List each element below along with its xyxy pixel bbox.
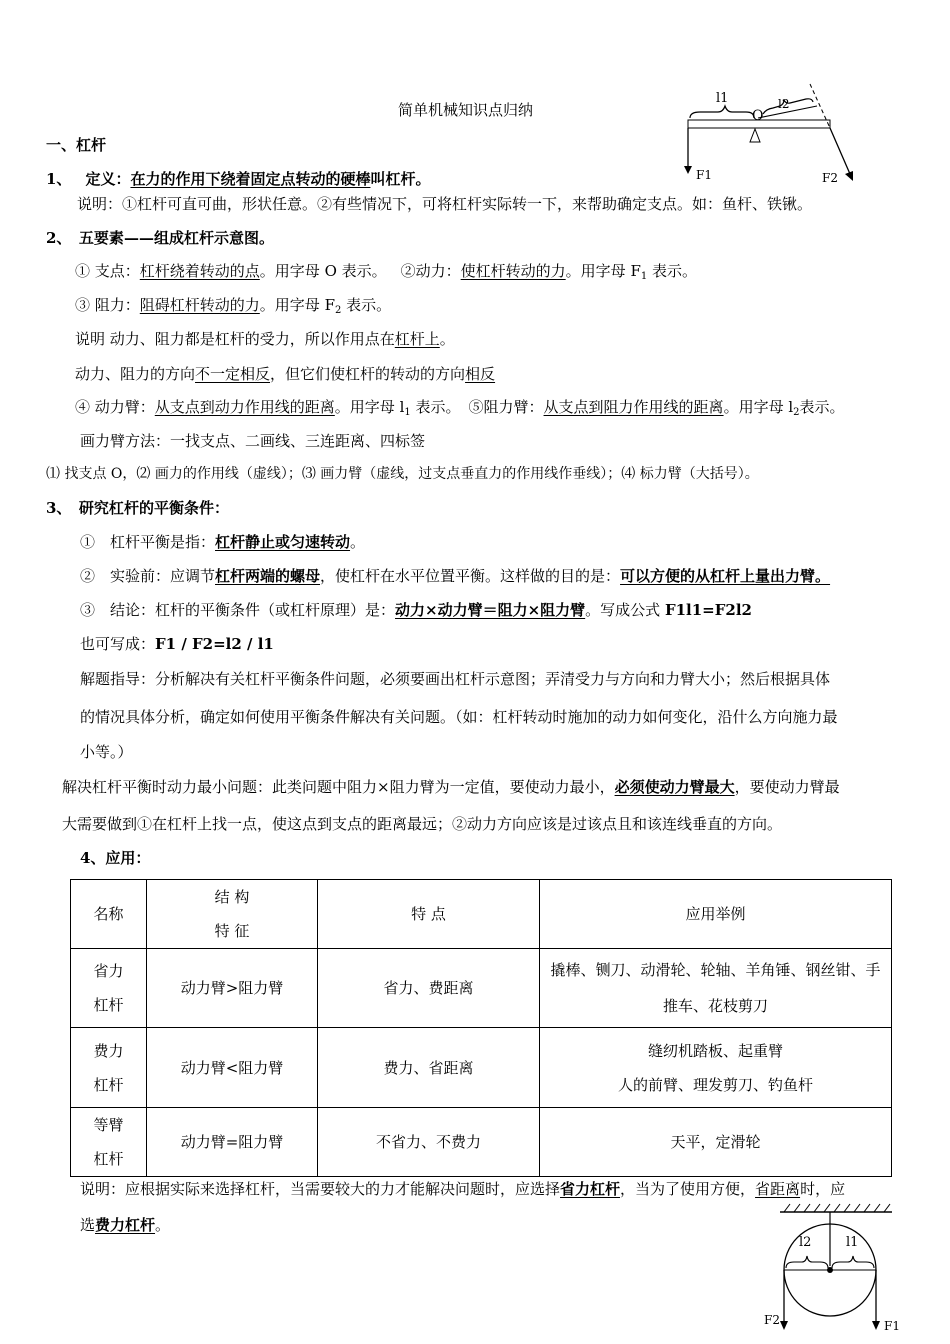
balance-heading: 3、 研究杠杆的平衡条件： xyxy=(46,499,229,517)
balance-i2-label: ② 实验前：应调节 xyxy=(80,567,216,585)
final-note-start-2: 选 xyxy=(80,1216,96,1234)
arm2-sub: 2 xyxy=(793,407,800,418)
fulcrum-def: 杠杆绕着转动的点 xyxy=(139,262,260,280)
fulcrum-label: ① 支点： xyxy=(75,262,140,280)
table-cell: 撬棒、铡刀、动滑轮、轮轴、羊角锤、钢丝钳、手 推车、花枝剪刀 xyxy=(540,949,892,1028)
final-note-underlined-2: 省距离 xyxy=(755,1180,801,1198)
balance-i1-tail: 。 xyxy=(350,533,366,551)
arm2-tail-b: 表示。 xyxy=(799,398,845,416)
table-header-cell: 特 点 xyxy=(318,880,540,949)
application-heading: 4、应用： xyxy=(80,849,151,867)
arm1-tail: 。用字母 l xyxy=(334,398,405,416)
note2-underlined-1: 不一定相反 xyxy=(195,365,271,383)
table-cell: 动力臂<阻力臂 xyxy=(147,1028,318,1108)
definition-tail: 叫杠杆。 xyxy=(370,170,431,188)
label-l2: l2 xyxy=(799,1235,812,1250)
final-note-line-2 xyxy=(80,1215,170,1235)
fulcrum-effort-line xyxy=(75,261,697,287)
table-cell: 省力、费距离 xyxy=(318,949,540,1028)
balance-i1-underlined: 杠杆静止或匀速转动 xyxy=(215,533,351,551)
final-note-end: 时，应 xyxy=(800,1180,846,1198)
note2-text: 动力、阻力的方向 xyxy=(75,365,196,383)
guide-line-2: 的情况具体分析，确定如何使用平衡条件解决有关问题。（如：杠杆转动时施加的动力如何变化，沿什么方向施力最 xyxy=(80,708,838,726)
balance-i3-underlined: 动力×动力臂＝阻力×阻力臂 xyxy=(395,601,586,619)
table-row xyxy=(71,1028,892,1108)
steps-line: ⑴ 找支点 O，⑵ 画力的作用线（虚线）；⑶ 画力臂（虚线，过支点垂直力的作用线作垂线）；⑷ 标力臂（大括号）。 xyxy=(46,466,759,482)
min-force-line-2: 大需要做到①在杠杆上找一点，使这点到支点的距离最远；②动力方向应该是过该点且和该连线垂直的方向。 xyxy=(62,815,783,833)
resist-tail: 。用字母 F xyxy=(259,296,335,314)
resist-def: 阻碍杠杆转动的力 xyxy=(139,296,260,314)
application-table xyxy=(70,879,892,1177)
table-row xyxy=(71,1108,892,1177)
table-cell: 缝纫机踏板、起重臂 人的前臂、理发剪刀、钓鱼杆 xyxy=(540,1028,892,1108)
section-lever-heading: 一、杠杆 xyxy=(46,136,107,154)
balance-i2-underlined-1: 杠杆两端的螺母 xyxy=(215,567,321,585)
arm2-label: ⑤阻力臂： xyxy=(468,398,544,416)
arm-line xyxy=(75,397,845,423)
lever-diagram xyxy=(670,82,870,190)
explain-line-1: 说明：①杠杆可直可曲，形状任意。②有些情况下，可将杠杆实际转一下，来帮助确定支点。如：鱼杆、铁锹。 xyxy=(77,195,813,213)
alt-formula: F1 / F2=l2 / l1 xyxy=(155,635,274,653)
balance-i3-label: ③ 结论：杠杆的平衡条件（或杠杆原理）是： xyxy=(80,601,396,619)
guide-line-1: 解题指导：分析解决有关杠杆平衡条件问题，必须要画出杠杆示意图；弄清受力与方向和力臂大小；然后根据具体 xyxy=(80,670,831,688)
definition-line xyxy=(46,169,430,189)
fulcrum-tail: 。用字母 O 表示。 xyxy=(259,262,387,280)
table-cell: 天平，定滑轮 xyxy=(540,1108,892,1177)
table-header-cell: 应用举例 xyxy=(540,880,892,949)
pulley-diagram xyxy=(760,1194,910,1340)
note2-underlined-2: 相反 xyxy=(465,365,496,383)
balance-i2-underlined-2: 可以方便的从杠杆上量出力臂。 xyxy=(620,567,831,585)
label-f2: F2 xyxy=(764,1313,780,1327)
l1-brace xyxy=(690,106,754,118)
f2-arrow xyxy=(830,128,850,174)
balance-formula: F1l1=F2l2 xyxy=(664,601,752,619)
resist-label: ③ 阻力： xyxy=(75,296,140,314)
final-note-mid: ，当为了使用方便， xyxy=(620,1180,756,1198)
page-title: 简单机械知识点归纳 xyxy=(398,101,534,119)
label-l1: l1 xyxy=(846,1235,859,1250)
label-f1: F1 xyxy=(884,1319,900,1333)
five-elements-heading: 2、 五要素——组成杠杆示意图。 xyxy=(46,229,274,247)
table-cell: 不省力、不费力 xyxy=(318,1108,540,1177)
arm2-tail: 。用字母 l xyxy=(723,398,794,416)
effort-tail-b: 表示。 xyxy=(647,262,698,280)
note2-mid: ，但它们使杠杆的转动的方向 xyxy=(270,365,466,383)
label-o: O xyxy=(752,108,764,124)
final-note-period: 。 xyxy=(155,1216,171,1234)
note1-end: 。 xyxy=(439,330,455,348)
method-line: 画力臂方法：一找支点、二画线、三连距离、四标签 xyxy=(80,432,426,450)
arm1-def: 从支点到动力作用线的距离 xyxy=(154,398,335,416)
table-cell: 动力臂>阻力臂 xyxy=(147,949,318,1028)
effort-def: 使杠杆转动的力 xyxy=(460,262,566,280)
effort-tail: 。用字母 F xyxy=(565,262,641,280)
guide-line-3: 小等。） xyxy=(80,743,133,761)
definition-label: 定义： xyxy=(85,170,131,188)
label-f2: F2 xyxy=(822,171,838,185)
label-l2: l2 xyxy=(778,97,790,111)
table-cell: 省力 杠杆 xyxy=(71,949,147,1028)
final-note-underlined-1: 省力杠杆 xyxy=(560,1180,621,1198)
balance-item-1 xyxy=(80,532,365,552)
final-note-underlined-3: 费力杠杆 xyxy=(95,1216,156,1234)
table-header-cell: 结 构 特 征 xyxy=(147,880,318,949)
l1-brace xyxy=(832,1256,874,1268)
table-header-row xyxy=(71,880,892,949)
action-line xyxy=(810,84,830,128)
note-line-2 xyxy=(75,364,495,384)
table-header-cell: 名称 xyxy=(71,880,147,949)
table-row xyxy=(71,949,892,1028)
effort-sub: 1 xyxy=(640,271,648,282)
min1-underlined: 必须使动力臂最大 xyxy=(614,778,735,796)
effort-label: ②动力： xyxy=(400,262,461,280)
min1-text: 解决杠杆平衡时动力最小问题：此类问题中阻力×阻力臂为一定值，要使动力最小， xyxy=(62,778,615,796)
note1-text: 说明 动力、阻力都是杠杆的受力，所以作用点在 xyxy=(75,330,395,348)
balance-i1-label: ① 杠杆平衡是指： xyxy=(80,533,216,551)
balance-item-3 xyxy=(80,600,752,620)
arm1-sub: 1 xyxy=(404,407,411,418)
definition-number: 1、 xyxy=(46,170,72,188)
arm2-def: 从支点到阻力作用线的距离 xyxy=(543,398,724,416)
min-force-line-1 xyxy=(62,777,840,797)
table-cell: 费力 杠杆 xyxy=(71,1028,147,1108)
resistance-line xyxy=(75,295,391,321)
ceiling-hatch xyxy=(784,1204,890,1212)
table-cell: 等臂 杠杆 xyxy=(71,1108,147,1177)
arm1-label: ④ 动力臂： xyxy=(75,398,155,416)
final-note-line-1 xyxy=(80,1179,845,1199)
arm1-tail-b: 表示。 xyxy=(410,398,461,416)
alt-formula-line xyxy=(80,634,274,654)
label-l1: l1 xyxy=(716,91,729,106)
balance-item-2 xyxy=(80,566,830,586)
min1-tail: ，要使动力臂最 xyxy=(734,778,840,796)
alt-formula-label: 也可写成： xyxy=(80,635,156,653)
fulcrum-triangle xyxy=(750,129,760,142)
balance-i2-mid: ，使杠杆在水平位置平衡。这样做的目的是： xyxy=(320,567,621,585)
l2-brace xyxy=(786,1256,828,1268)
final-note-text: 说明：应根据实际来选择杠杆，当需要较大的力才能解决问题时，应选择 xyxy=(80,1180,561,1198)
table-cell: 动力臂=阻力臂 xyxy=(147,1108,318,1177)
balance-i3-mid: 。写成公式 xyxy=(585,601,665,619)
note-line-1 xyxy=(75,329,455,349)
note1-underlined: 杠杆上 xyxy=(394,330,440,348)
resist-tail-b: 表示。 xyxy=(341,296,392,314)
table-cell: 费力、省距离 xyxy=(318,1028,540,1108)
label-f1: F1 xyxy=(696,168,712,182)
definition-underlined: 在力的作用下绕着固定点转动的硬棒 xyxy=(130,170,371,188)
resist-sub: 2 xyxy=(334,305,342,316)
